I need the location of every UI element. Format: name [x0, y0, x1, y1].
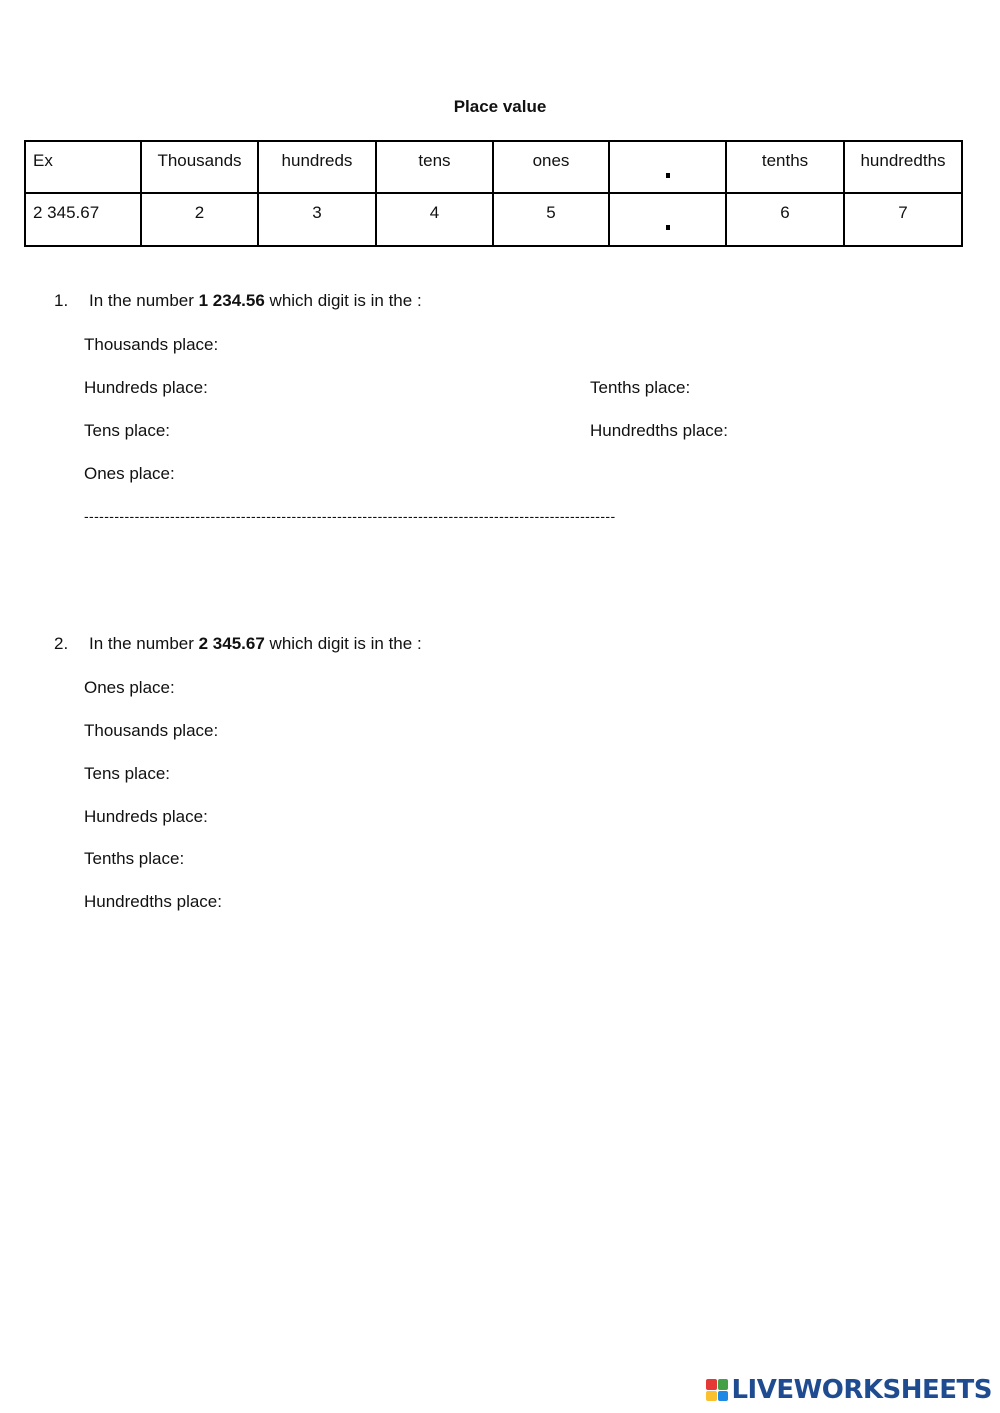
q2-ones-place: Ones place:: [84, 678, 175, 697]
q1-hundreds-place: Hundreds place:: [84, 378, 208, 397]
header-tenths: tenths: [726, 141, 844, 193]
example-number-cell: [25, 193, 141, 246]
q2-hundreds-place: Hundreds place:: [84, 807, 208, 826]
header-ones: ones: [493, 141, 609, 193]
decimal-point-dot: [666, 225, 670, 230]
place-value-table: [24, 140, 963, 247]
q2-tens-place: Tens place:: [84, 764, 170, 783]
value-ones: 5: [493, 193, 609, 246]
question-1-number-bold: 1 234.56: [198, 291, 265, 310]
decimal-point-dot: [666, 173, 670, 178]
q2-hundredths-place: Hundredths place:: [84, 892, 222, 911]
logo-text: LIVEWORKSHEETS: [731, 1375, 992, 1405]
question-1-number: 1.: [54, 291, 69, 310]
q1-hundredths-place: Hundredths place:: [590, 421, 728, 440]
question-1-prefix: In the number: [89, 291, 199, 310]
page-title: Place value: [453, 97, 547, 116]
example-label-cell: [25, 141, 141, 193]
q1-thousands-place: Thousands place:: [84, 335, 219, 354]
question-2-number: 2.: [54, 634, 69, 653]
logo-mark-icon: [706, 1379, 728, 1401]
header-thousands: Thousands: [141, 141, 258, 193]
value-tens: 4: [376, 193, 493, 246]
example-number: 2 345.67: [33, 202, 100, 222]
value-thousands: 2: [141, 193, 258, 246]
question-1: [54, 291, 422, 311]
header-hundreds: hundreds: [258, 141, 376, 193]
q2-tenths-place: Tenths place:: [84, 849, 185, 868]
separator-line: ---------------------------------------------------------------------------------------------------------: [84, 508, 616, 524]
liveworksheets-logo[interactable]: [706, 1375, 992, 1405]
value-hundredths: 7: [844, 193, 962, 246]
question-2-number-bold: 2 345.67: [198, 634, 265, 653]
header-tens: tens: [376, 141, 493, 193]
header-hundredths: hundredths: [844, 141, 962, 193]
q1-tens-place: Tens place:: [84, 421, 170, 440]
value-hundreds: 3: [258, 193, 376, 246]
question-2: [54, 634, 422, 654]
value-decimal-point: [609, 193, 726, 246]
question-2-suffix: which digit is in the :: [264, 634, 422, 653]
question-1-suffix: which digit is in the :: [264, 291, 422, 310]
q2-thousands-place: Thousands place:: [84, 721, 219, 740]
value-tenths: 6: [726, 193, 844, 246]
header-decimal-point: [609, 141, 726, 193]
q1-tenths-place: Tenths place:: [590, 378, 691, 397]
question-2-prefix: In the number: [89, 634, 199, 653]
q1-ones-place: Ones place:: [84, 464, 175, 483]
example-label: Ex: [33, 151, 53, 170]
